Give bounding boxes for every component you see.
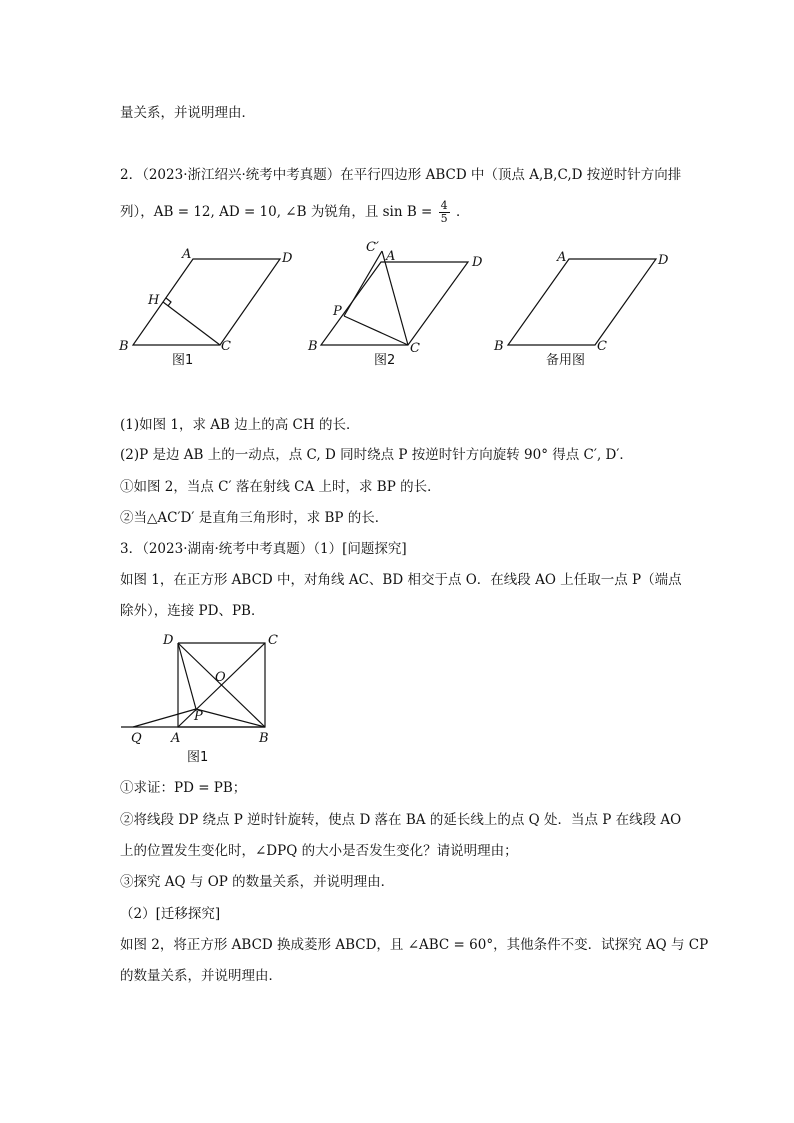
fig1-label-c: C [221,339,231,354]
fig4-label-q: Q [131,731,142,746]
conditions-end: ． [455,204,470,220]
fig3-caption: 备用图 [546,353,586,368]
fig3-label-a: A [557,250,567,265]
fig2-label-c: C [410,341,420,356]
problem-2-header: 2．（2023·浙江绍兴·统考中考真题）在平行四边形 ABCD 中（顶点 A,B,C,D 按逆时针方向排 [120,167,682,183]
fig1-label-b: B [119,339,129,354]
fraction-numerator: 4 [440,199,448,212]
text-line-1: 量关系，并说明理由． [120,105,255,121]
fig4-segment-pb [196,709,265,727]
fig4-label-p: P [194,709,203,724]
question-2-2: (2)P 是边 AB 上的一动点，点 C, D 同时绕点 P 按逆时针方向旋转 90° 得点 C′, D′． [120,447,633,463]
conditions-text: 列），AB = 12, AD = 10, ∠B 为锐角，且 sin B = [120,204,433,220]
fig1-label-h: H [148,293,160,308]
problem-3-header: 3．（2023·湖南·统考中考真题）（1）[问题探究] [120,541,407,557]
fig2-label-p: P [333,304,342,319]
fig3-label-b: B [494,339,504,354]
fig4-label-b: B [259,731,269,746]
fig2-caption: 图2 [374,353,396,368]
fraction-denominator: 5 [440,212,448,225]
fig1-label-a: A [182,247,192,262]
fig4-label-c: C [268,633,278,648]
fig4-label-a: A [171,731,181,746]
fig2-label-b: B [308,339,318,354]
fig2-label-c-prime: C′ [366,240,379,255]
fig2-label-d: D [472,255,483,270]
fig1-label-d: D [282,251,293,266]
question-3-1-b: ②将线段 DP 绕点 P 逆时针旋转，使点 D 落在 BA 的延长线上的点 Q 处．当点 P 在线段 AO [120,812,682,828]
question-3-1-b-cont: 上的位置发生变化时，∠DPQ 的大小是否发生变化？请说明理由； [120,843,518,859]
question-3-1-c: ③探究 AQ 与 OP 的数量关系，并说明理由． [120,874,395,890]
question-2-2-a: ①如图 2，当点 C′ 落在射线 CA 上时，求 BP 的长． [120,479,441,495]
fig4-label-o: O [215,670,226,685]
fig3-label-d: D [658,253,669,268]
fig4-segment-pd [178,643,196,709]
question-3-1-a: ①求证：PD = PB； [120,780,247,796]
question-2-2-b: ②当△AC′D′ 是直角三角形时，求 BP 的长． [120,510,389,526]
fig2-label-a: A [386,249,396,264]
question-3-2-text-cont: 的数量关系，并说明理由． [120,968,282,984]
fig4-caption: 图1 [187,750,209,765]
problem-3-text-1: 如图 1，在正方形 ABCD 中，对角线 AC、BD 相交于点 O．在线段 AO 上任取一点 P（端点 [120,572,682,588]
question-2-1: (1)如图 1，求 AB 边上的高 CH 的长． [120,417,360,433]
fig1-caption: 图1 [172,353,194,368]
question-3-2-header: （2）[迁移探究] [120,906,221,922]
fig3-label-c: C [597,339,607,354]
problem-3-text-2: 除外），连接 PD、PB． [120,603,265,619]
fig4-label-d: D [163,633,174,648]
question-3-2-text: 如图 2，将正方形 ABCD 换成菱形 ABCD，且 ∠ABC = 60°，其他条件不变．试探究 AQ 与 CP [120,937,709,953]
